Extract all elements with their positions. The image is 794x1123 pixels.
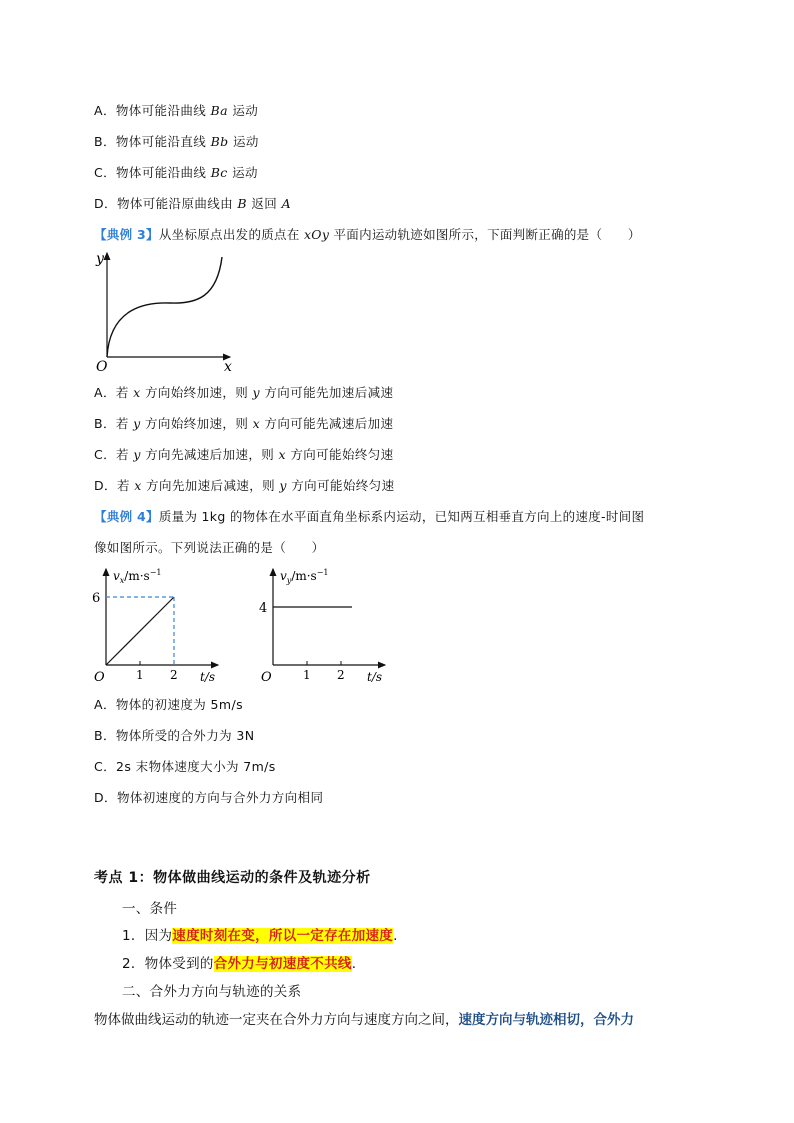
section-paragraph: 物体做曲线运动的轨迹一定夹在合外力方向与速度方向之间，速度方向与轨迹相切，合外力 — [94, 1012, 634, 1028]
ex3-option-d: D．若 x 方向先加速后减速，则 y 方向可能始终匀速 — [94, 478, 395, 493]
vx-x-tick-2: 2 — [170, 668, 178, 682]
ex3-option-b: B．若 y 方向始终加速，则 x 方向可能先减速后加速 — [94, 416, 394, 431]
ex4-option-b: B．物体所受的合外力为 3N — [94, 728, 255, 743]
vx-origin: O — [94, 670, 105, 685]
highlight-item2: 合外力与初速度不共线 — [213, 956, 352, 972]
trajectory-curve — [107, 257, 222, 357]
option-c: C．物体可能沿曲线 Bc 运动 — [94, 165, 258, 180]
y-axis-label: y — [96, 251, 104, 267]
vy-graph — [255, 565, 395, 685]
option-d: D．物体可能沿原曲线由 B 返回 A — [94, 196, 291, 211]
ex4-option-c: C．2s 末物体速度大小为 7m/s — [94, 759, 276, 774]
origin-label: O — [96, 359, 108, 375]
vy-y-label: $v_y/m\cdot s^{-1}$ — [280, 568, 329, 585]
section-item2: 2．物体受到的合外力与初速度不共线. — [122, 956, 357, 972]
section-sub2: 二、合外力方向与轨迹的关系 — [122, 984, 302, 1000]
section-title: 考点 1：物体做曲线运动的条件及轨迹分析 — [94, 870, 371, 886]
vy-origin: O — [261, 670, 272, 685]
vy-x-tick-1: 1 — [303, 668, 311, 682]
example4-question-line2: 像如图所示。下列说法正确的是（ ） — [94, 540, 325, 555]
option-b: B．物体可能沿直线 Bb 运动 — [94, 134, 259, 149]
example3-question: 【典例 3】从坐标原点出发的质点在 xOy 平面内运动轨迹如图所示，下面判断正确的是（ ） — [94, 227, 641, 242]
x-axis-label: x — [224, 359, 232, 375]
ex3-option-a: A．若 x 方向始终加速，则 y 方向可能先加速后减速 — [94, 385, 394, 400]
option-a: A．物体可能沿曲线 Ba 运动 — [94, 103, 259, 118]
ex4-option-a: A．物体的初速度为 5m/s — [94, 697, 243, 712]
example3-graph — [92, 247, 242, 375]
vx-graph — [88, 565, 228, 685]
vy-x-tick-2: 2 — [337, 668, 345, 682]
example4-question-line1: 【典例 4】质量为 1kg 的物体在水平面直角坐标系内运动，已知两互相垂直方向上的速度-时间图 — [94, 509, 645, 524]
vx-y-tick: 6 — [92, 591, 101, 606]
section-item1: 1．因为速度时刻在变，所以一定存在加速度. — [122, 928, 398, 944]
ex3-option-c: C．若 y 方向先减速后加速，则 x 方向可能始终匀速 — [94, 447, 394, 462]
example3-tag: 【典例 3】 — [94, 227, 159, 242]
vy-x-label: t/s — [367, 670, 383, 684]
bold-phrase: 速度方向与轨迹相切，合外力 — [458, 1012, 634, 1028]
example4-tag: 【典例 4】 — [94, 509, 159, 524]
vy-y-tick: 4 — [259, 601, 268, 616]
section-sub1: 一、条件 — [122, 901, 178, 917]
vx-x-label: t/s — [200, 670, 216, 684]
highlight-item1: 速度时刻在变，所以一定存在加速度 — [172, 928, 394, 944]
vx-y-label: $v_x/m\cdot s^{-1}$ — [113, 568, 162, 585]
vx-x-tick-1: 1 — [136, 668, 144, 682]
ex4-option-d: D．物体初速度的方向与合外力方向相同 — [94, 790, 324, 805]
vx-line — [106, 597, 174, 665]
